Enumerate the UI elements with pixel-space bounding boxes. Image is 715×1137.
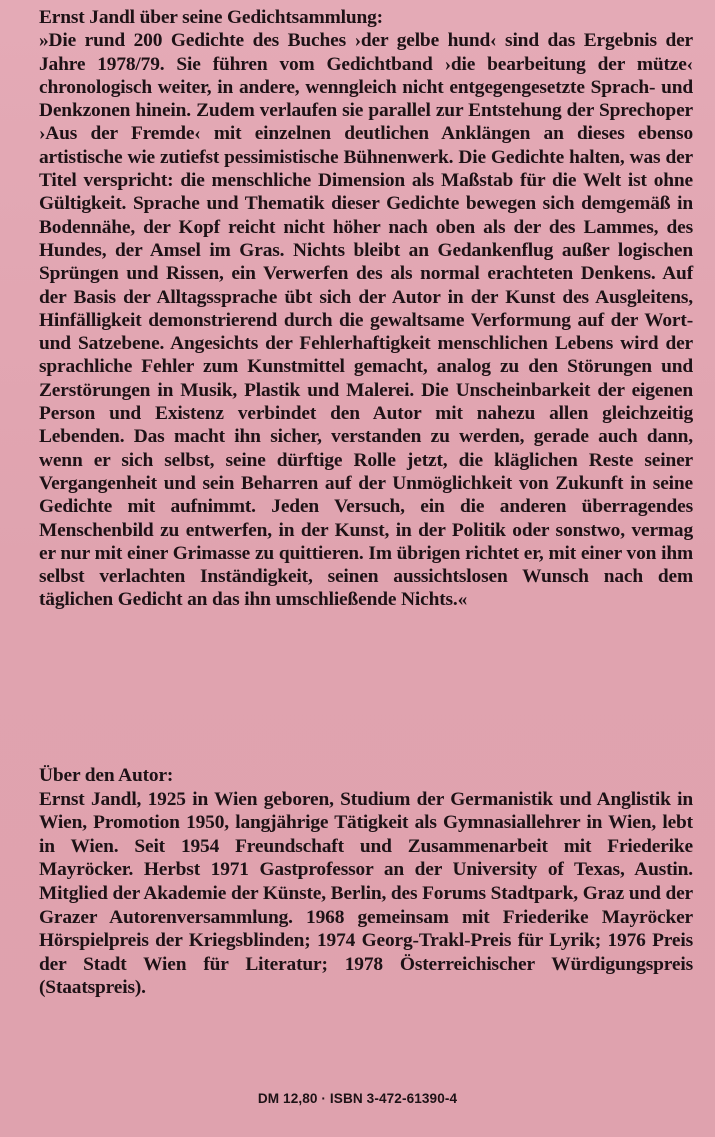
blurb-heading: Ernst Jandl über seine Gedichtsammlung: (39, 7, 383, 28)
author-text: Ernst Jandl, 1925 in Wien geboren, Studium der Germanistik und Anglistik in Wien, Promotion 1950, langjährige Tätigkeit als Gymnasiallehrer in Wien, lebt in Wien. Seit 1954 Freundschaft und Zusammenarbeit mit Friederike Mayröcker. Herbst 1971 Gastprofessor an der University of Texas, Austin. Mitglied der Akademie der Künste, Berlin, des Forums Stadtpark, Graz und der Grazer Autorenversammlung. 1968 gemeinsam mit Friederike Mayröcker Hörspielpreis der Kriegsblinden; 1974 Georg-Trakl-Preis für Lyrik; 1976 Preis der Stadt Wien für Literatur; 1978 Österreichischer Würdigungspreis (Staatspreis). (39, 788, 693, 999)
blurb-quote: »Die rund 200 Gedichte des Buches ›der gelbe hund‹ sind das Ergebnis der Jahre 1978/79. Sie führen vom Gedichtband ›die bearbeitung der mütze‹ chronologisch weiter, in andere, wenngleich nicht entgegengesetzte Sprach- und Denkzonen hinein. Zudem verlaufen sie parallel zur Entstehung der Sprechoper ›Aus der Fremde‹ mit einzelnen deutlichen Anklängen an dieses ebenso artistische wie zutiefst pessimistische Bühnenwerk. Die Gedichte halten, was der Titel verspricht: die menschliche Dimension als Maßstab für die Welt ist ohne Gültigkeit. Sprache und Thematik dieser Gedichte bewegen sich demgemäß in Bodennähe, der Kopf reicht nicht höher nach oben als der des Lammes, des Hundes, der Amsel im Gras. Nichts bleibt an Gedankenflug außer logischen Sprüngen und Rissen, ein Verwerfen des als normal erachteten Denkens. Auf der Basis der Alltagssprache übt sich der Autor in der Kunst des Ausgleitens, Hinfälligkeit demonstrierend durch die gewaltsame Verformung auf der Wort- und Satzebene. Angesichts der Fehlerhaftigkeit menschlichen Lebens wird der sprachliche Fehler zum Kunstmittel gemacht, analog zu den Störungen und Zerstörungen in Musik, Plastik und Malerei. Die Unscheinbarkeit der eigenen Person und Existenz verbindet den Autor mit nahezu allen gleichzeitig Lebenden. Das macht ihn sicher, verstanden zu werden, gerade auch dann, wenn er sich selbst, seine dürftige Rolle jetzt, die kläglichen Reste seiner Vergangenheit und sein Beharren auf der Unmöglichkeit von Zukunft in seine Gedichte mit aufnimmt. Jeden Versuch, ein die anderen überragendes Menschenbild zu entwerfen, in der Kunst, in der Politik oder sonstwo, vermag er nur mit einer Grimasse zu quittieren. Im übrigen richtet er, mit einer von ihm selbst verlachten Inständigkeit, seinen aussichtslosen Wunsch nach dem täglichen Gedicht an das ihn umschließende Nichts.« (39, 30, 693, 611)
publisher-blurb (39, 6, 693, 612)
price-isbn: DM 12,80 · ISBN 3-472-61390-4 (257, 1091, 458, 1106)
author-heading: Über den Autor: (39, 765, 174, 786)
author-bio (39, 764, 693, 1000)
